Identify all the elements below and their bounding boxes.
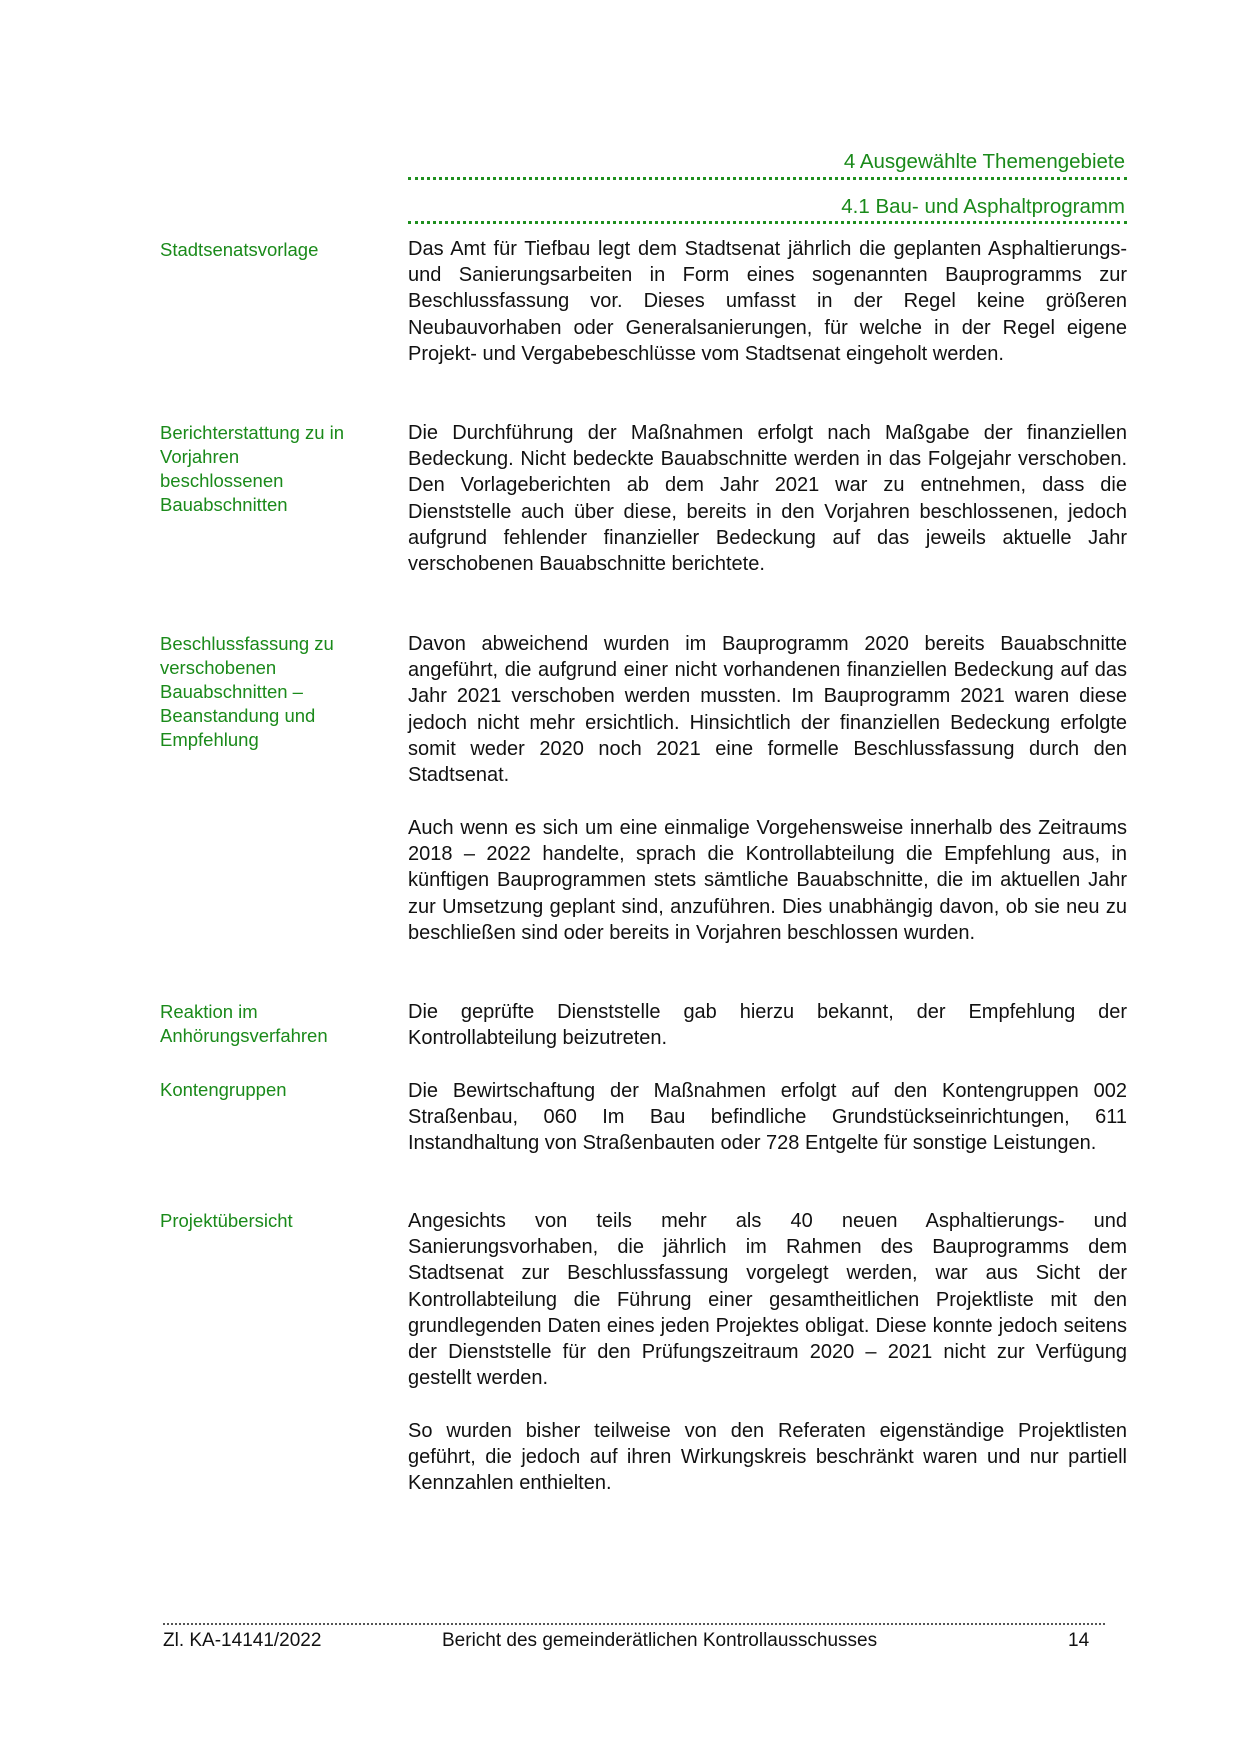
footer-divider [163, 1623, 1105, 1625]
paragraph: Davon abweichend wurden im Bauprogramm 2020 bereits Bauabschnitte angeführt, die aufgrund einer nicht vorhandenen finanziellen Bedeckung auf das Jahr 2021 verschoben werden mussten. Im Bauprogramm 2021 waren diese jedoch nicht mehr ersichtlich. Hinsichtlich der finanziellen Bedeckung erfolgte somit weder 2020 noch 2021 eine formelle Beschlussfassung durch den Stadtsenat. [408, 633, 1127, 787]
paragraph: Angesichts von teils mehr als 40 neuen Asphaltierungs- und Sanierungsvorhaben, die jährlich im Rahmen des Bauprogramms dem Stadtsenat zur Beschlussfassung vorgelegt werden, war aus Sicht der Kontrollabteilung die Führung einer gesamtheitlichen Projektliste mit den grundlegenden Daten eines jeden Projektes obligat. Diese konnte jedoch seitens der Dienststelle für den Prüfungszeitraum 2020 – 2021 nicht zur Verfügung gestellt werden. [408, 1210, 1127, 1390]
paragraph: So wurden bisher teilweise von den Referaten eigenständige Projektlisten geführt, die jedoch auf ihren Wirkungskreis beschränkt waren und nur partiell Kennzahlen enthielten. [408, 1420, 1127, 1495]
footer-title: Bericht des gemeinderätlichen Kontrollausschusses [442, 1630, 878, 1651]
margin-label-stadtsenatsvorlage: Stadtsenatsvorlage [160, 239, 319, 260]
paragraph: Das Amt für Tiefbau legt dem Stadtsenat jährlich die geplanten Asphaltierungs- und Sanierungsarbeiten in Form eines sogenannten Bauprogramms zur Beschlussfassung vor. Dieses umfasst in der Regel keine größeren Neubauvorhaben oder Generalsanierungen, für welche in der Regel eigene Projekt- und Vergabebeschlüsse vom Stadtsenat eingeholt werden. [408, 238, 1127, 365]
chapter-title: 4 Ausgewählte Themengebiete [843, 150, 1125, 173]
paragraph: Die Durchführung der Maßnahmen erfolgt nach Maßgabe der finanziellen Bedeckung. Nicht bedeckte Bauabschnitte werden in das Folgejahr verschoben. Den Vorlageberichten ab dem Jahr 2021 war zu entnehmen, dass die Dienststelle auch über diese, bereits in den Vorjahren beschlossenen, jedoch aufgrund fehlender finanzieller Bedeckung auf das jeweils aktuelle Jahr verschobenen Bauabschnitte berichtete. [408, 422, 1127, 576]
section-heading [408, 195, 1127, 219]
section-title: 4.1 Bau- und Asphaltprogramm [841, 195, 1125, 218]
page-number: 14 [1068, 1630, 1090, 1651]
paragraph: Die Bewirtschaftung der Maßnahmen erfolgt auf den Kontengruppen 002 Straßenbau, 060 Im Bau befindliche Grundstückseinrichtungen, 611 Instandhaltung von Straßenbauten oder 728 Entgelte für sonstige Leistungen. [408, 1080, 1127, 1155]
margin-label-kontengruppen: Kontengruppen [160, 1079, 287, 1100]
margin-label-berichterstattung: Berichterstattung zu in Vorjahren beschlossenen Bauabschnitten [160, 422, 345, 515]
paragraph: Auch wenn es sich um eine einmalige Vorgehensweise innerhalb des Zeitraums 2018 – 2022 handelte, sprach die Kontrollabteilung die Empfehlung aus, in künftigen Bauprogrammen stets sämtliche Bauabschnitte, die im aktuellen Jahr zur Umsetzung geplant sind, anzuführen. Dies unabhängig davon, ob sie neu zu beschließen sind oder bereits in Vorjahren beschlossen wurden. [408, 817, 1127, 944]
margin-label-reaktion: Reaktion im Anhörungsverfahren [160, 1001, 328, 1046]
chapter-heading [408, 150, 1127, 174]
margin-label-projektuebersicht: Projektübersicht [160, 1210, 293, 1231]
paragraph: Die geprüfte Dienststelle gab hierzu bekannt, der Empfehlung der Kontrollabteilung beizutreten. [408, 1001, 1127, 1050]
chapter-divider [408, 177, 1127, 180]
section-divider [408, 221, 1127, 224]
margin-label-beschlussfassung: Beschlussfassung zu verschobenen Bauabschnitten – Beanstandung und Empfehlung [160, 633, 334, 750]
footer-reference: Zl. KA-14141/2022 [163, 1630, 322, 1651]
